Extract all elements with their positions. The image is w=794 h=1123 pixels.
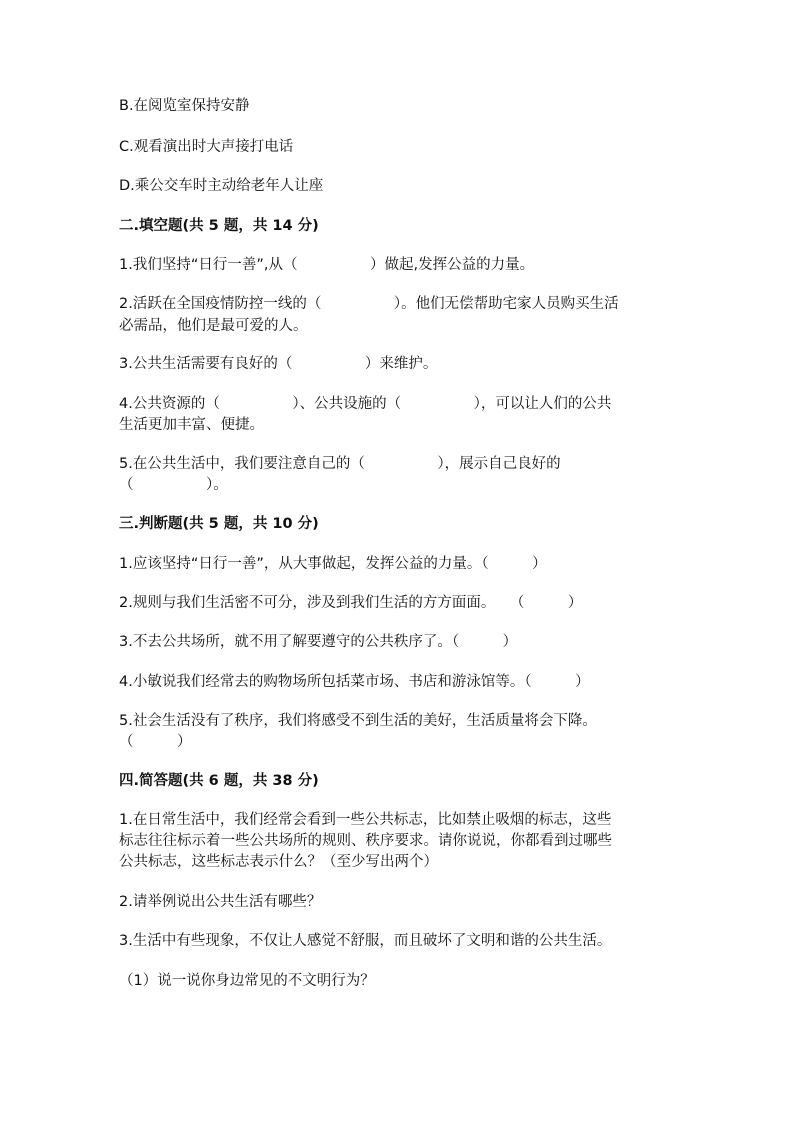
short-answer-question-1-line-2: 标志往往标示着一些公共场所的规则、秩序要求。请你说说，你都看到过哪些 [119,833,612,849]
true-false-question-4: 4.小敏说我们经常去的购物场所包括菜市场、书店和游泳馆等。（ ） [119,674,590,690]
true-false-question-1: 1.应该坚持“日行一善”，从大事做起，发挥公益的力量。（ ） [119,556,547,572]
short-answer-question-1-line-3: 公共标志，这些标志表示什么？（至少写出两个） [119,854,438,870]
fill-blank-question-1: 1.我们坚持“日行一善”,从（ ）做起,发挥公益的力量。 [119,257,535,273]
fill-blank-question-5-line-2: （ ）。 [119,477,228,493]
option-b: B.在阅览室保持安静 [119,98,250,114]
section-heading-short-answer: 四.简答题(共 6 题，共 38 分) [119,773,319,789]
short-answer-question-2: 2.请举例说出公共生活有哪些？ [119,894,322,910]
option-c: C.观看演出时大声接打电话 [119,139,294,155]
option-d: D.乘公交车时主动给老年人让座 [119,178,324,194]
fill-blank-question-4-line-2: 生活更加丰富、便捷。 [119,417,264,433]
true-false-question-5-line-2: （ ） [119,734,192,750]
true-false-question-5-line-1: 5.社会生活没有了秩序，我们将感受不到生活的美好，生活质量将会下降。 [119,713,597,729]
short-answer-question-1-line-1: 1.在日常生活中，我们经常会看到一些公共标志，比如禁止吸烟的标志，这些 [119,812,612,828]
true-false-question-2: 2.规则与我们生活密不可分，涉及到我们生活的方方面面。 （ ） [119,595,583,611]
fill-blank-question-2-line-1: 2.活跃在全国疫情防控一线的（ ）。他们无偿帮助宅家人员购买生活 [119,296,619,312]
short-answer-question-3-sub-1: （1）说一说你身边常见的不文明行为？ [119,973,375,989]
fill-blank-question-4-line-1: 4.公共资源的（ ）、公共设施的（ ），可以让人们的公共 [119,396,612,412]
true-false-question-3: 3.不去公共场所，就不用了解要遵守的公共秩序了。（ ） [119,634,518,650]
fill-blank-question-2-line-2: 必需品，他们是最可爱的人。 [119,318,308,334]
section-heading-fill-blank: 二.填空题(共 5 题，共 14 分) [119,218,319,234]
fill-blank-question-3: 3.公共生活需要有良好的（ ）来维护。 [119,356,438,372]
section-heading-true-false: 三.判断题(共 5 题，共 10 分) [119,516,319,532]
short-answer-question-3: 3.生活中有些现象，不仅让人感觉不舒服，而且破坏了文明和谐的公共生活。 [119,933,612,949]
fill-blank-question-5-line-1: 5.在公共生活中，我们要注意自己的（ ），展示自己良好的 [119,456,561,472]
